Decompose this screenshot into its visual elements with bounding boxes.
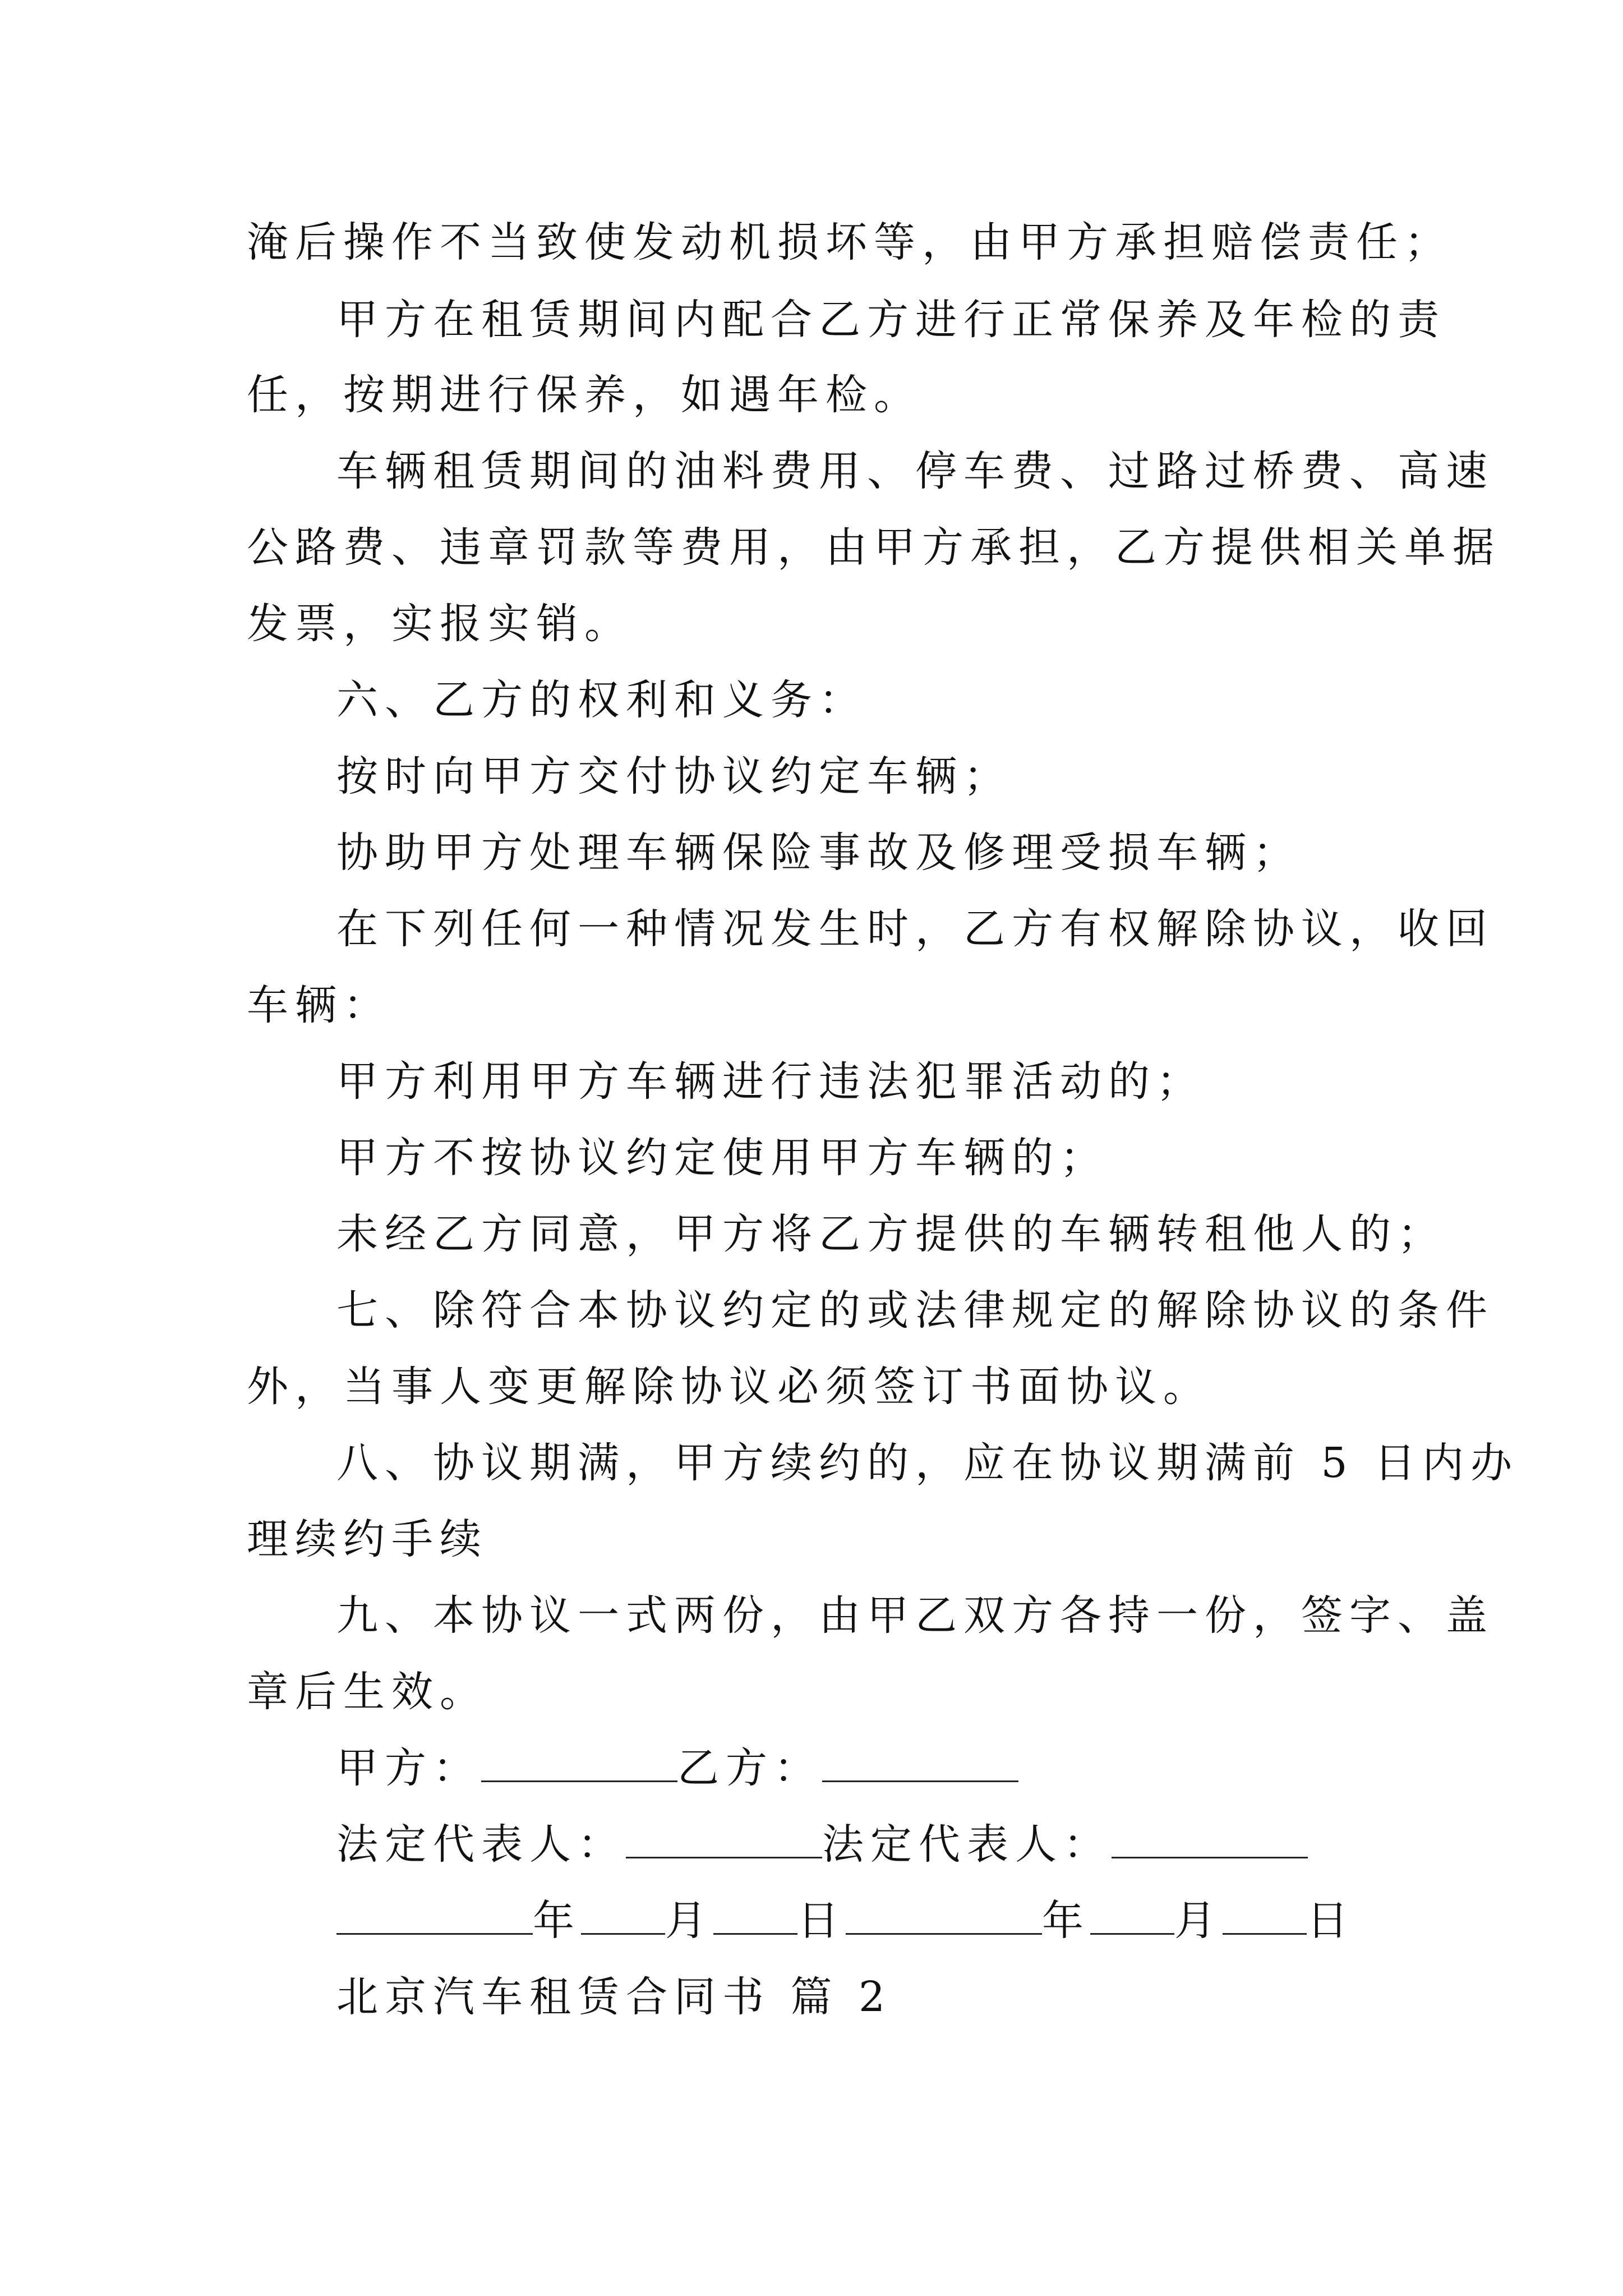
year-label: 年 (1042, 1897, 1090, 1945)
paragraph-line: 协助甲方处理车辆保险事故及修理受损车辆； (336, 829, 1301, 877)
paragraph-line: 发票，实报实销。 (247, 600, 633, 648)
party-b-label: 乙方： (677, 1744, 822, 1792)
paragraph-line: 任，按期进行保养，如遇年检。 (247, 371, 922, 419)
party-b-blank (822, 1741, 1018, 1782)
paragraph-line: 车辆租赁期间的油料费用、停车费、过路过桥费、高速 (336, 447, 1494, 495)
paragraph-line: 公路费、违章罚款等费用，由甲方承担，乙方提供相关单据 (247, 523, 1501, 572)
party-a-label: 甲方： (336, 1744, 481, 1792)
paragraph-line: 未经乙方同意，甲方将乙方提供的车辆转租他人的； (336, 1210, 1446, 1258)
signature-rep-line (336, 1818, 1492, 1871)
paragraph-line: 甲方不按协议约定使用甲方车辆的； (336, 1134, 1108, 1182)
section-heading: 九、本协议一式两份，由甲乙双方各持一份，签字、盖 (336, 1591, 1494, 1640)
month-label: 月 (1174, 1897, 1223, 1945)
section-heading: 六、乙方的权利和义务： (336, 676, 867, 724)
paragraph-line: 甲方在租赁期间内配合乙方进行正常保养及年检的责 (336, 296, 1446, 344)
party-a-blank (481, 1741, 677, 1782)
year-label: 年 (533, 1897, 581, 1945)
day-label: 日 (797, 1897, 846, 1945)
section-heading: 八、协议期满，甲方续约的，应在协议期满前 5 日内办 (336, 1439, 1519, 1487)
month-blank (581, 1894, 665, 1935)
year-blank (336, 1894, 533, 1935)
signature-party-line (336, 1741, 1492, 1795)
day-label: 日 (1307, 1897, 1355, 1945)
month-blank (1090, 1894, 1174, 1935)
paragraph-line: 外，当事人变更解除协议必须签订书面协议。 (247, 1363, 1211, 1411)
signature-date-line (336, 1894, 1492, 1948)
paragraph-line: 章后生效。 (247, 1668, 488, 1716)
paragraph-line: 淹后操作不当致使发动机损坏等，由甲方承担赔偿责任； (247, 218, 1453, 266)
rep-a-blank (626, 1818, 822, 1858)
day-blank (713, 1894, 797, 1935)
next-section-title: 北京汽车租赁合同书 篇 2 (336, 1973, 892, 2021)
section-heading: 七、除符合本协议约定的或法律规定的解除协议的条件 (336, 1286, 1494, 1335)
paragraph-line: 在下列任何一种情况发生时，乙方有权解除协议，收回 (336, 905, 1494, 953)
paragraph-line: 理续约手续 (247, 1515, 488, 1563)
paragraph-line: 车辆： (247, 981, 391, 1029)
month-label: 月 (665, 1897, 713, 1945)
rep-b-blank (1112, 1818, 1308, 1858)
rep-b-label: 法定代表人： (822, 1820, 1112, 1869)
day-blank (1223, 1894, 1307, 1935)
paragraph-line: 按时向甲方交付协议约定车辆； (336, 752, 1012, 800)
paragraph-line: 甲方利用甲方车辆进行违法犯罪活动的； (336, 1057, 1205, 1106)
rep-a-label: 法定代表人： (336, 1820, 626, 1869)
year-blank (846, 1894, 1042, 1935)
